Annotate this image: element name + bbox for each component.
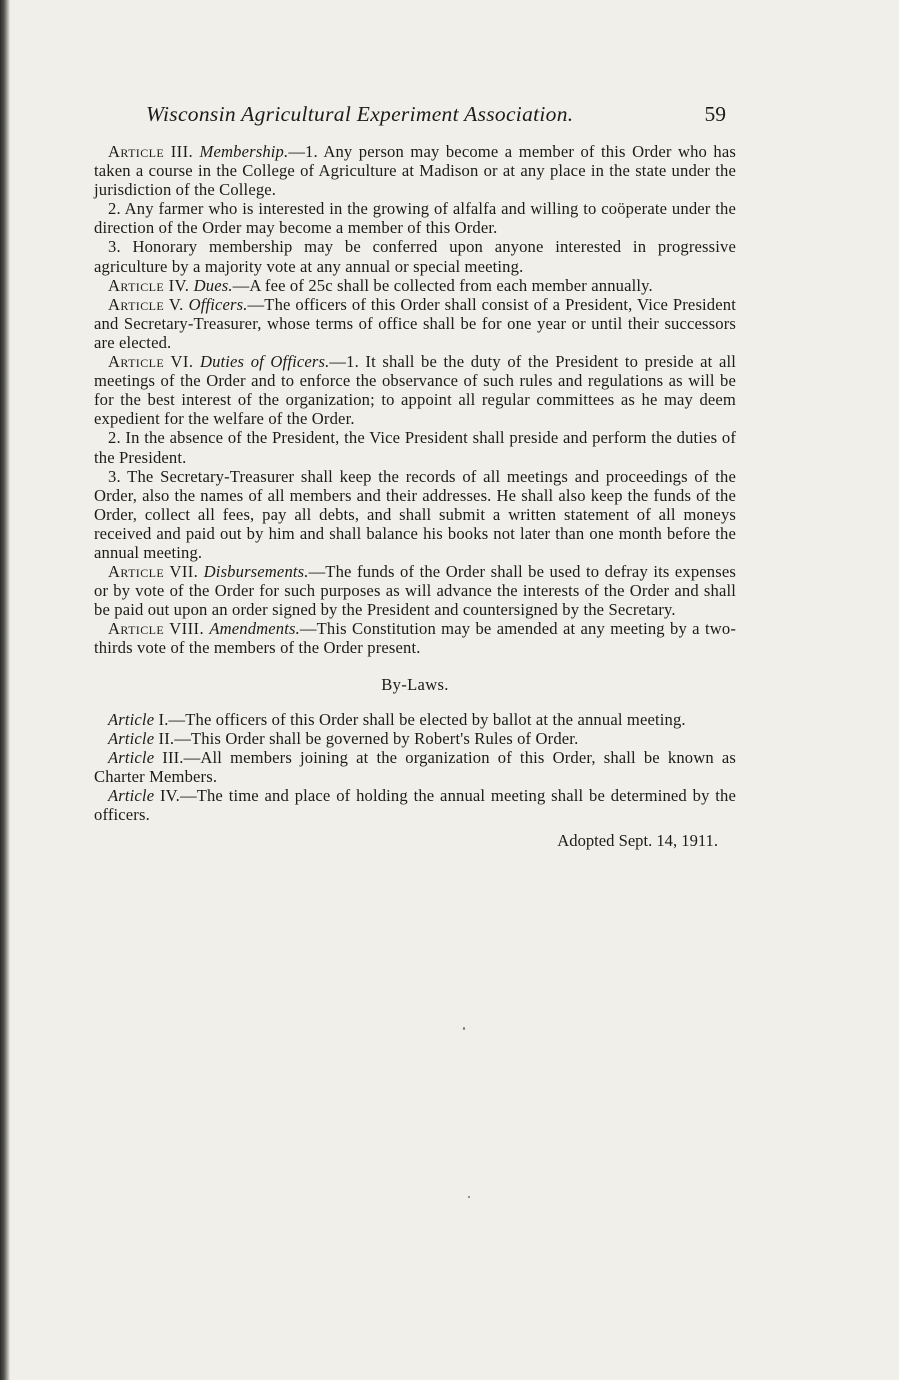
article-6-section-3: 3. The Secretary-Treasurer shall keep the records of all meetings and proceedings of the Order, also the names of all members and their addresses. He shall also keep the funds of the Order, collect all fees, pay all debts, and shall submit a written statement of all moneys received and paid out by him and shall balance his books not later than one month before the annual meeting. <box>94 466 736 562</box>
article-5-paragraph <box>94 295 736 352</box>
running-head <box>94 96 736 142</box>
article-heading: Membership. <box>199 142 289 161</box>
paper-speck <box>463 1027 465 1030</box>
article-heading: Duties of Officers. <box>199 352 330 372</box>
bylaw-2-paragraph <box>94 729 736 748</box>
bylaw-4-paragraph <box>94 786 736 824</box>
bylaw-text: —This Order shall be governed by Robert's Rules of Order. <box>174 728 579 748</box>
article-text: —1. It shall be the duty of the President to preside at all meetings of the Order and to enforce the observance of such rules and regulations as will be for the best interest of the organization; to appoint all regular committees as he may deem expedient for the welfare of the Order. <box>94 352 736 429</box>
bylaw-label: Article <box>108 709 155 729</box>
article-6-paragraph <box>94 352 736 428</box>
article-label: Article VIII. <box>108 619 205 639</box>
bylaw-number: IV. <box>159 785 180 805</box>
article-text: —1. Any person may become a member of this Order who has taken a course in the College of Agriculture at Madison or at any place in the state under the jurisdiction of the College. <box>94 142 737 200</box>
article-label: Article VII. <box>108 562 199 582</box>
bylaw-text: —The officers of this Order shall be elected by ballot at the annual meeting. <box>168 709 686 729</box>
article-3-section-3: 3. Honorary membership may be conferred upon anyone interested in progressive agriculture by a majority vote at any annual or special meeting. <box>94 237 736 276</box>
article-text: —The officers of this Order shall consist of a President, Vice President and Secretary-Treasurer, whose terms of office shall be for one year or until their successors are elected. <box>94 294 736 352</box>
article-heading: Amendments. <box>209 619 300 639</box>
bylaw-number: II. <box>158 728 175 748</box>
bylaw-label: Article <box>108 747 155 767</box>
book-page <box>94 96 736 851</box>
article-3-section-2: 2. Any farmer who is interested in the growing of alfalfa and willing to coöperate under the direction of the Order may become a member of this Order. <box>94 199 736 238</box>
article-text: —A fee of 25c shall be collected from each member annually. <box>232 275 653 295</box>
page-binding-edge <box>0 0 10 1380</box>
paper-speck <box>468 1196 470 1198</box>
bylaw-label: Article <box>108 785 155 805</box>
running-head-title: Wisconsin Agricultural Experiment Association. <box>146 102 574 126</box>
bylaw-text: —All members joining at the organization of this Order, shall be known as Charter Members. <box>94 747 736 786</box>
bylaw-1-paragraph <box>94 710 736 729</box>
bylaws-heading: By-Laws. <box>381 674 449 694</box>
bylaw-3-paragraph <box>94 748 736 786</box>
article-text: —This Constitution may be amended at any meeting by a two-thirds vote of the members of the Order present. <box>94 619 737 658</box>
article-heading: Officers. <box>188 294 248 314</box>
constitution-text <box>94 142 736 658</box>
article-label: Article VI. <box>108 352 194 372</box>
article-7-paragraph <box>94 562 736 619</box>
article-text: —The funds of the Order shall be used to defray its expenses or by vote of the Order for such purposes as will advance the interests of the Order and shall be paid out upon an order signed by the President and countersigned by the Secretary. <box>94 562 736 620</box>
article-3-paragraph <box>94 142 736 199</box>
bylaws-text <box>94 710 736 825</box>
adoption-date: Adopted Sept. 14, 1911. <box>557 831 718 851</box>
article-label: Article III. <box>108 142 194 161</box>
article-6-section-2: 2. In the absence of the President, the Vice President shall preside and perform the duties of the President. <box>94 428 736 467</box>
article-label: Article IV. <box>108 275 190 295</box>
page-number: 59 <box>704 102 726 126</box>
article-label: Article V. <box>108 294 184 314</box>
article-heading: Disbursements. <box>203 562 309 582</box>
bylaw-number: I. <box>158 709 169 729</box>
article-4-paragraph <box>94 276 736 295</box>
article-heading: Dues. <box>193 275 233 295</box>
article-8-paragraph <box>94 619 736 657</box>
bylaw-label: Article <box>108 728 155 748</box>
bylaw-number: III. <box>162 747 184 767</box>
bylaw-text: —The time and place of holding the annual meeting shall be determined by the officers. <box>94 785 736 824</box>
